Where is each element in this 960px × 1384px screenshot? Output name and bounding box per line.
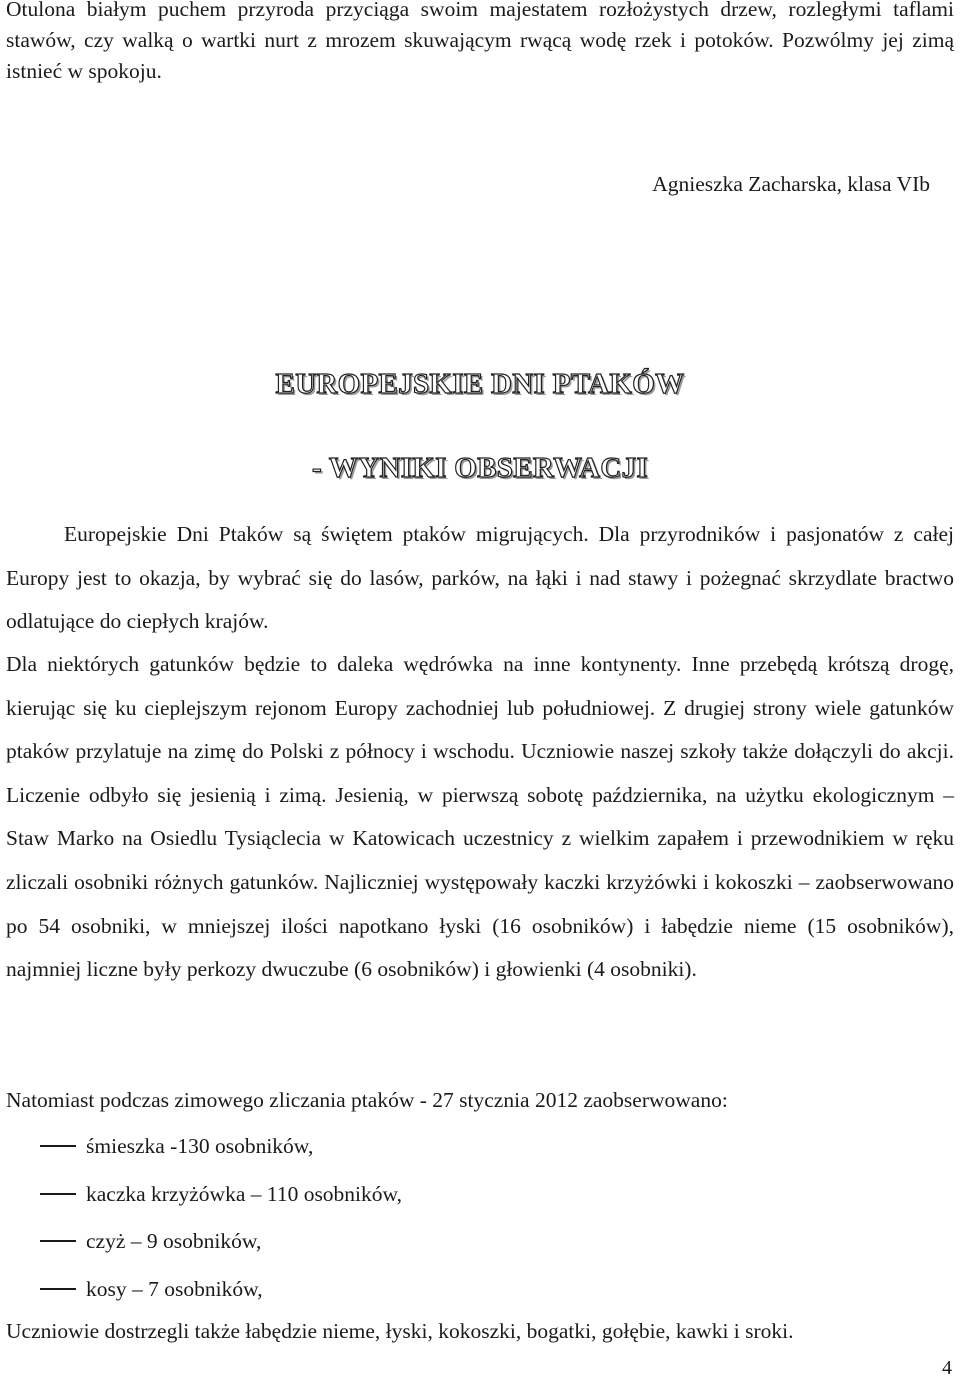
paragraph-3: Natomiast podczas zimowego zliczania ptaków - 27 stycznia 2012 zaobserwowano: [6, 1088, 728, 1112]
dash-bullet-icon [40, 1193, 76, 1195]
paragraph-2: Dla niektórych gatunków będzie to daleka wędrówka na inne kontynenty. Inne przebędą krótszą drogę, kierując się ku cieplejszym rejonom Europy zachodniej lub południowej. Z drugiej strony wiele gatunków ptaków przylatuje na zimę do Polski z północy i wschodu. Uczniowie naszej szkoły także dołączyli do akcji. Liczenie odbyło się jesienią i zimą. Jesienią, w pierwszą sobotę października, na użytku ekologicznym – Staw Marko na Osiedlu Tysiąclecia w Katowicach uczestnicy z wielkim zapałem i przewodnikiem w ręku zliczali osobniki różnych gatunków. Najliczniej występowały kaczki krzyżówki i kokoszki – zaobserwowano po 54 osobniki, w mniejszej ilości napotkano łyski (16 osobników) i łabędzie nieme (15 osobników), najmniej liczne były perkozy dwuczube (6 osobników) i głowienki (4 osobniki). [6, 652, 954, 982]
paragraph-1: Europejskie Dni Ptaków są świętem ptaków migrujących. Dla przyrodników i pasjonatów z całej Europy jest to okazja, by wybrać się do lasów, parków, na łąki i nad stawy i pożegnać skrzydlate bractwo odlatujące do ciepłych krajów. [6, 522, 954, 634]
observation-list [0, 1126, 960, 1316]
dash-bullet-icon [40, 1288, 76, 1290]
paragraph-4: Uczniowie dostrzegli także łabędzie nieme, łyski, kokoszki, bogatki, gołębie, kawki i sroki. [6, 1319, 794, 1343]
list-item: kaczka krzyżówka – 110 osobników, [0, 1174, 960, 1222]
dash-bullet-icon [40, 1240, 76, 1242]
page-number: 4 [942, 1357, 952, 1379]
article-subtitle: - WYNIKI OBSERWACJI [311, 452, 649, 484]
article-title: EUROPEJSKIE DNI PTAKÓW [275, 368, 685, 400]
list-item: śmieszka -130 osobników, [0, 1126, 960, 1174]
author-signature: Agnieszka Zacharska, klasa VIb [652, 172, 930, 196]
dash-bullet-icon [40, 1145, 76, 1147]
list-item: kosy – 7 osobników, [0, 1269, 960, 1317]
intro-paragraph: Otulona białym puchem przyroda przyciąga swoim majestatem rozłożystych drzew, rozległymi taflami stawów, czy walką o wartki nurt z mrozem skuwającym rwącą wodę rzek i potoków. Pozwólmy jej zimą istnieć w spokoju. [6, 0, 954, 83]
list-item: czyż – 9 osobników, [0, 1221, 960, 1269]
